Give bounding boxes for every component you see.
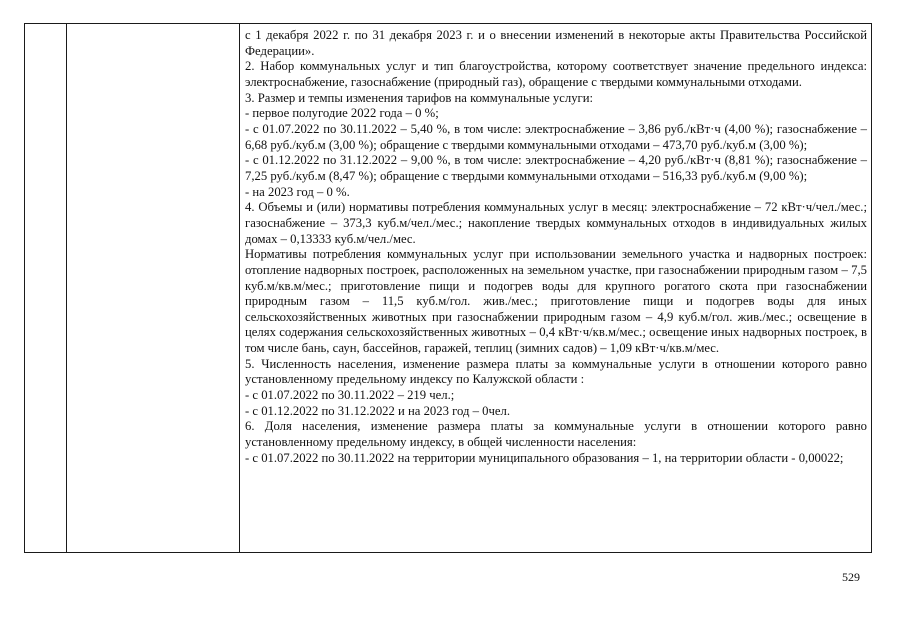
table-column-number <box>25 24 67 552</box>
table-column-content <box>240 24 871 552</box>
paragraph: 5. Численность населения, изменение размера платы за коммунальные услуги в отношении которого равно установленному предельному индексу по Калужской области : <box>245 356 867 387</box>
paragraph: 2. Набор коммунальных услуг и тип благоустройства, которому соответствует значение предельного индекса: электроснабжение, газоснабжение (природный газ), обращение с твердыми коммунальными отходами. <box>245 59 867 89</box>
paragraph: - с 01.12.2022 по 31.12.2022 – 9,00 %, в том числе: электроснабжение – 4,20 руб./кВт·ч (8,81 %); газоснабжение – 7,25 руб./куб.м (8,47 %); обращение с твердыми коммунальными отходами – 516,33 руб./куб.м (9,00 %); <box>245 153 867 183</box>
paragraph: - первое полугодие 2022 года – 0 %; <box>245 106 439 121</box>
paragraph: - на 2023 год – 0 %. <box>245 184 350 199</box>
paragraph: 3. Размер и темпы изменения тарифов на коммунальные услуги: <box>245 90 594 105</box>
paragraph: - с 01.12.2022 по 31.12.2022 и на 2023 год – 0чел. <box>245 403 511 418</box>
paragraph: - с 01.07.2022 по 30.11.2022 – 219 чел.; <box>245 388 455 403</box>
page-number: 529 <box>842 570 860 584</box>
paragraph: - с 01.07.2022 по 30.11.2022 на территории муниципального образования – 1, на территории области - 0,00022; <box>245 450 844 465</box>
document-table <box>24 23 872 553</box>
table-column-name <box>67 24 240 552</box>
paragraph: Нормативы потребления коммунальных услуг при использовании земельного участка и надворных построек: отопление надворных построек, расположенных на земельном участке, при газоснабжении природным газом – 7,5 куб.м/кв.м/мес.; приготовление пищи и подогрев воды для крупного рогатого скота при газоснабжении природным газом – 11,5 куб.м/гол. жив./мес.; приготовление пищи и подогрев воды для иных сельскохозяйственных животных при газоснабжении природным газом – 4,9 куб.м/гол. жив./мес.; освещение в целях содержания сельскохозяйственных животных – 0,4 кВт·ч/кв.м/мес.; освещение иных надворных построек, в том числе бань, саун, бассейнов, гаражей, теплиц (зимних садов) – 1,09 кВт·ч/кв.м/мес. <box>245 247 867 356</box>
paragraph: 6. Доля населения, изменение размера платы за коммунальные услуги в отношении которого равно установленному предельному индексу, в общей численности населения: <box>245 419 867 450</box>
paragraph: 4. Объемы и (или) нормативы потребления коммунальных услуг в месяц: электроснабжение – 72 кВт·ч/чел./мес.; газоснабжение – 373,3 куб.м/чел./мес.; накопление твердых коммунальных отходов в индивидуальных жилых домах – 0,13333 куб.м/чел./мес. <box>245 200 867 246</box>
paragraph: с 1 декабря 2022 г. по 31 декабря 2023 г. и о внесении изменений в некоторые акты Правительства Российской Федерации». <box>245 28 867 58</box>
paragraph: - с 01.07.2022 по 30.11.2022 – 5,40 %, в том числе: электроснабжение – 3,86 руб./кВт·ч (4,00 %); газоснабжение – 6,68 руб./куб.м (3,00 %); обращение с твердыми коммунальными отходами – 473,70 руб./куб.м (3,00 %); <box>245 121 867 152</box>
